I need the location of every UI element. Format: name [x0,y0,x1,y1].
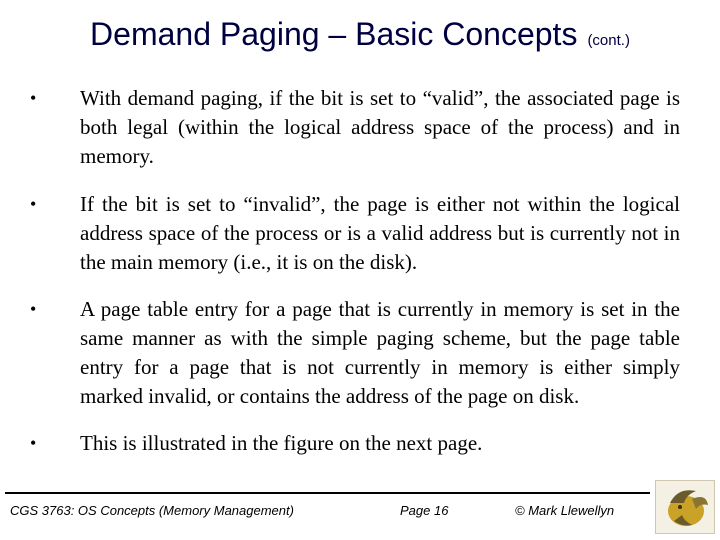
bullet-icon: • [30,433,37,453]
bullet-item [30,429,680,458]
bullet-text: If the bit is set to “invalid”, the page is either not within the logical address space of the process or is a valid address but is currently not in the main memory (i.e., it is on the disk). [80,192,680,274]
bullet-icon: • [30,88,37,108]
pegasus-logo-icon [655,480,715,534]
footer-divider [5,492,650,494]
bullet-list [30,84,680,458]
footer-page-number: Page 16 [400,503,449,518]
footer-copyright: © Mark Llewellyn [515,503,615,518]
footer [0,492,720,540]
bullet-text: This is illustrated in the figure on the next page. [80,431,483,455]
slide-title [0,16,720,53]
title-suffix: (cont.) [587,32,630,49]
bullet-text: With demand paging, if the bit is set to “valid”, the associated page is both legal (within the logical address space of the process) and in memory. [80,86,680,168]
title-main: Demand Paging – Basic Concepts [90,16,578,52]
bullet-icon: • [30,299,37,319]
bullet-item [30,295,680,411]
bullet-icon: • [30,194,37,214]
footer-bar [5,496,650,524]
bullet-item [30,84,680,171]
bullet-item [30,190,680,277]
bullet-text: A page table entry for a page that is currently in memory is set in the same manner as with the simple paging scheme, but the page table entry for a page that is not currently in memory is either simply marked invalid, or contains the address of the page on disk. [80,297,680,408]
footer-course: CGS 3763: OS Concepts (Memory Management) [10,503,294,518]
